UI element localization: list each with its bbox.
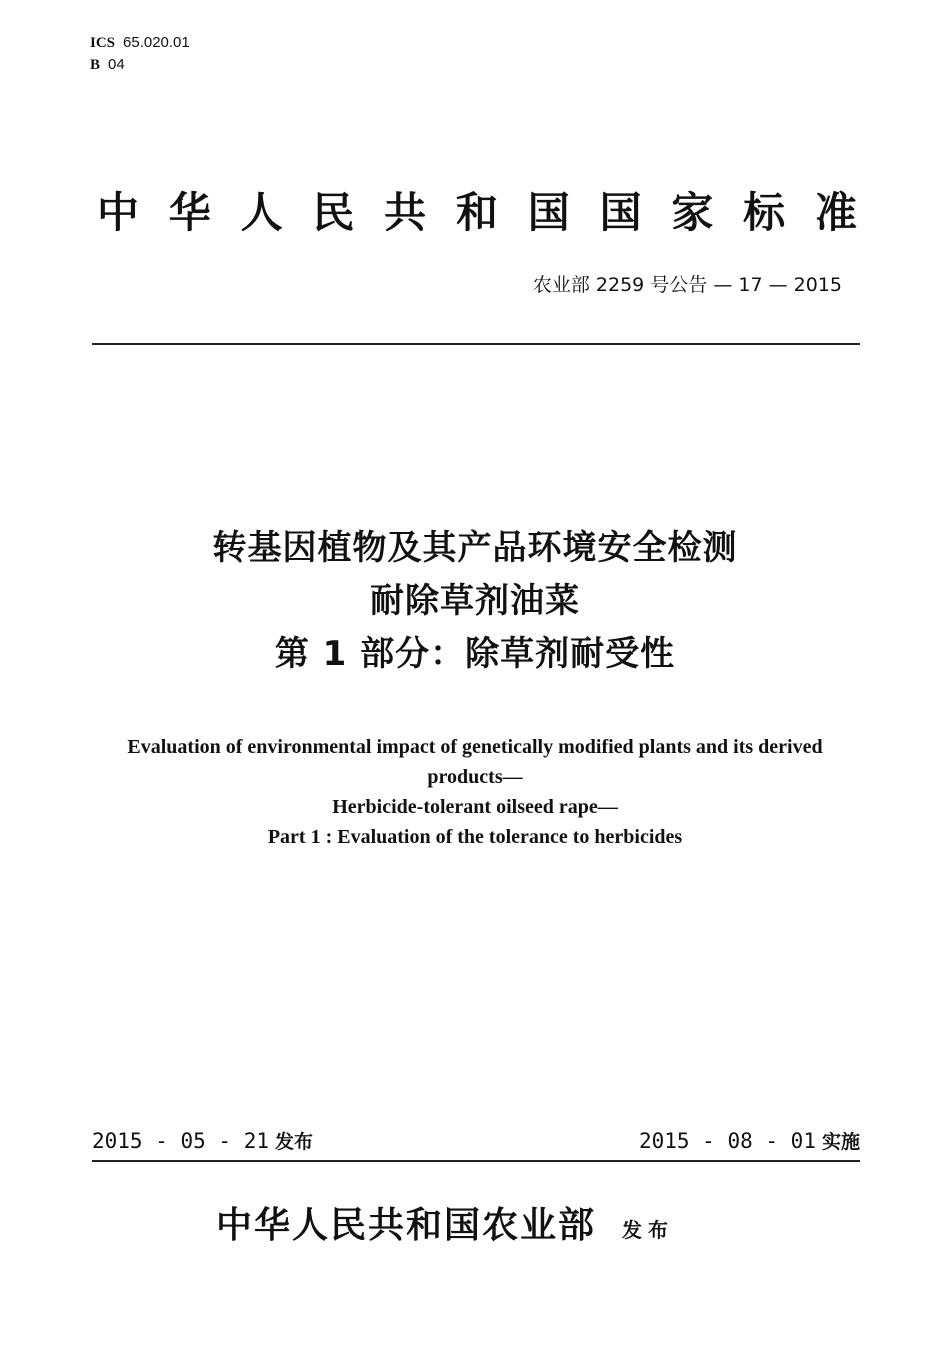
issuer-action: 发布: [622, 1218, 675, 1242]
bottom-divider: [92, 1160, 860, 1162]
heading-char: 民: [312, 188, 355, 237]
issue-date: 2015 - 05 - 21: [92, 1129, 270, 1153]
ccs-label: B: [90, 57, 101, 73]
issue-date-block: [92, 1126, 313, 1157]
ics-value: 65.020.01: [123, 34, 190, 51]
implementation-date-block: [639, 1126, 860, 1157]
implementation-word: 实施: [821, 1131, 860, 1153]
issuer-line: [216, 1200, 674, 1250]
heading-char: 人: [240, 188, 283, 237]
issue-word: 发布: [275, 1131, 314, 1153]
issuing-organization: 中华人民共和国农业部: [216, 1204, 597, 1246]
dates-row: [92, 1126, 860, 1157]
heading-char: 准: [814, 188, 857, 237]
implementation-date: 2015 - 08 - 01: [638, 1129, 816, 1153]
heading-char: 国: [527, 188, 570, 237]
heading-char: 共: [384, 188, 427, 237]
english-title-line-2: products—: [427, 766, 523, 788]
classification-block: [90, 32, 190, 76]
ics-label: ICS: [90, 35, 116, 51]
chinese-title-line-2: 耐除草剂油菜: [370, 581, 580, 621]
english-title: [60, 732, 890, 852]
heading-char: 中: [96, 188, 139, 237]
chinese-title-line-1: 转基因植物及其产品环境安全检测: [212, 528, 738, 568]
english-title-line-1: Evaluation of environmental impact of genetically modified plants and its derived: [127, 736, 823, 758]
heading-char: 和: [455, 188, 498, 237]
heading-char: 华: [168, 188, 211, 237]
chinese-title-line-3: 第 1 部分：除草剂耐受性: [274, 634, 676, 674]
heading-char: 标: [743, 188, 786, 237]
english-title-line-4: Part 1 : Evaluation of the tolerance to herbicides: [267, 826, 683, 848]
standard-code: 农业部 2259 号公告 — 17 — 2015: [532, 274, 842, 296]
national-standard-heading: [92, 188, 862, 238]
ccs-row: [90, 54, 190, 76]
chinese-title: [0, 522, 950, 681]
ccs-value: 04: [108, 56, 125, 73]
heading-char: 国: [599, 188, 642, 237]
heading-char: 家: [671, 188, 714, 237]
top-divider: [92, 343, 860, 345]
english-title-line-3: Herbicide-tolerant oilseed rape—: [332, 796, 618, 818]
ics-row: [90, 32, 190, 54]
